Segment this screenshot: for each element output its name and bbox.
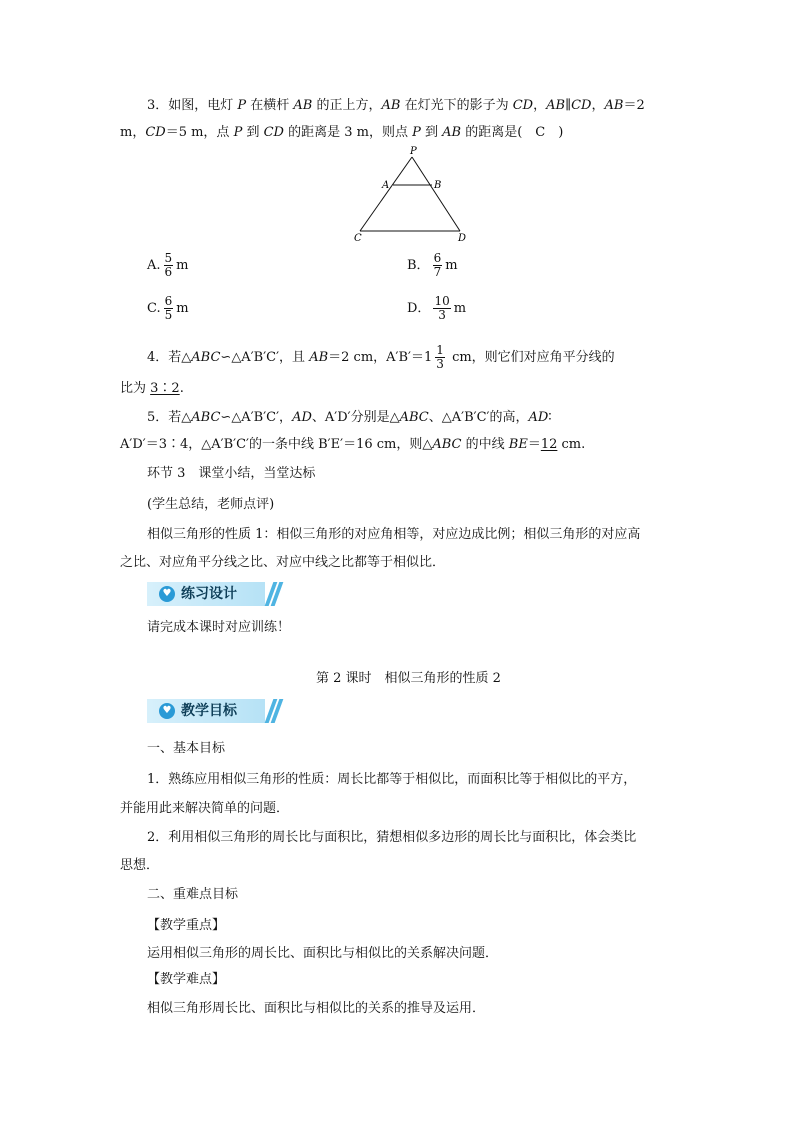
q4-answer: 3∶2 [150,381,180,396]
basic-goals-heading: 一、基本目标 [147,741,226,756]
fraction: $\frac{6}{5}$ [164,294,173,322]
teaching-goals-badge [147,699,277,723]
q4-line1: 4．若△ABC∽△A′B′C′，且 AB＝2 cm，A′B′＝1 $\frac{1}{3}$ cm，则它们对应角平分线的 [147,343,615,371]
q3-option-b: B． $\frac{6}{7}$ m [407,251,458,279]
section3-note: (学生总结，老师点评) [147,497,275,512]
q5-answer: 12 [540,437,558,452]
goal-1-line1: 1．熟练应用相似三角形的性质：周长比都等于相似比，而面积比等于相似比的平方， [147,772,637,787]
goal-2-line2: 思想． [120,858,160,873]
difficulty-label: 【教学难点】 [147,972,226,987]
label-c: C [354,233,362,243]
label-a: A [382,180,390,191]
fraction: $\frac{1}{3}$ [436,343,444,371]
practice-design-badge [147,582,277,606]
goal-1-line2: 并能用此来解决简单的问题． [120,801,290,816]
q3-line1: 3．如图，电灯 P 在横杆 AB 的正上方，AB 在灯光下的影子为 CD，AB∥CD，AB＝2 [147,98,645,113]
section3-heading: 环节 3 课堂小结，当堂达标 [147,466,316,481]
trophy-icon: ♥ [159,703,175,719]
badge-label: 练习设计 [181,586,237,602]
label-b: B [434,180,442,191]
fraction: $\frac{5}{6}$ [164,251,173,279]
q5-line2: A′D′＝3∶4，△A′B′C′的一条中线 B′E′＝16 cm，则△ABC 的中线 BE＝12 cm. [120,437,586,452]
focus-text: 运用相似三角形的周长比、面积比与相似比的关系解决问题． [147,946,499,961]
key-goals-heading: 二、重难点目标 [147,887,239,902]
q3-option-c: C. $\frac{6}{5}$ m [147,294,189,322]
fraction: $\frac{6}{7}$ [433,251,442,279]
trophy-icon: ♥ [159,586,175,602]
goal-2-line1: 2．利用相似三角形的周长比与面积比，猜想相似多边形的周长比与面积比，体会类比 [147,830,637,845]
q3-option-d: D． $\frac{10}{3}$ m [407,294,467,322]
q3-triangle-figure [350,143,475,243]
q4-line2: 比为 3∶2. [120,381,184,396]
section3-para-line2: 之比、对应角平分线之比、对应中线之比都等于相似比． [120,555,446,570]
q3-option-a: A. $\frac{5}{6}$ m [147,251,189,279]
lesson2-title: 第 2 课时 相似三角形的性质 2 [316,671,501,686]
label-d: D [458,233,467,243]
q3-line2: m，CD＝5 m，点 P 到 CD 的距离是 3 m，则点 P 到 AB 的距离是( C ) [120,125,564,140]
edge-pd [412,157,460,231]
focus-label: 【教学重点】 [147,918,226,933]
badge-label: 教学目标 [181,703,237,719]
section3-para-line1: 相似三角形的性质 1：相似三角形的对应角相等，对应边成比例；相似三角形的对应高 [147,527,641,542]
edge-pc [360,157,412,231]
label-p: P [410,146,417,157]
difficulty-text: 相似三角形周长比、面积比与相似比的关系的推导及运用． [147,1001,486,1016]
q5-line1: 5．若△ABC∽△A′B′C′，AD、A′D′分别是△ABC、△A′B′C′的高，AD∶ [147,410,552,425]
practice-text: 请完成本课时对应训练！ [147,620,291,635]
fraction: $\frac{10}{3}$ [434,294,450,322]
